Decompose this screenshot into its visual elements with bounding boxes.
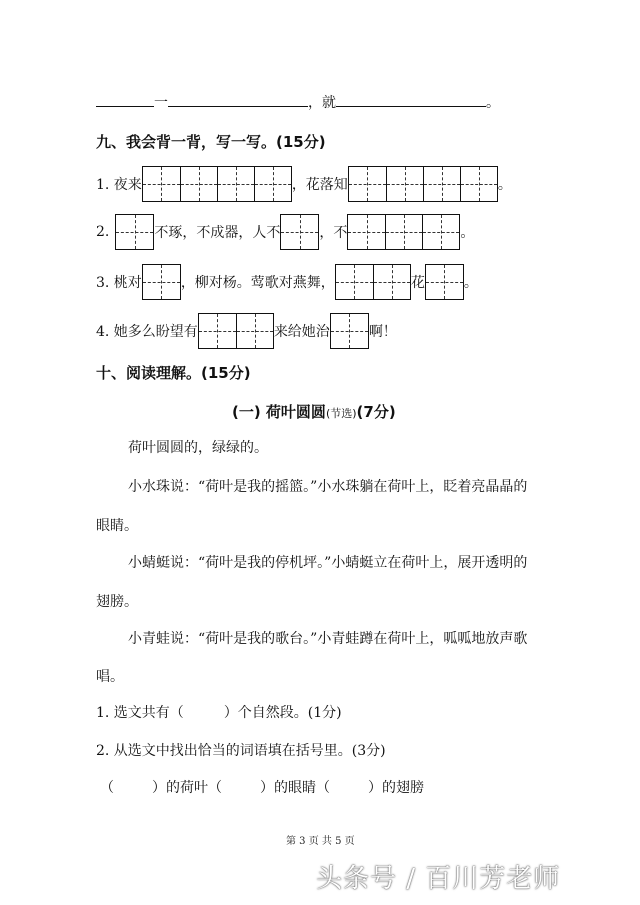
- q-text: 4. 她多么盼望有: [96, 324, 198, 340]
- q-text: 2.: [96, 224, 110, 240]
- blank[interactable]: [336, 92, 486, 107]
- writing-grid-4[interactable]: [142, 166, 292, 202]
- watermark: 头条号 / 百川芳老师: [316, 864, 561, 894]
- section-10-title: 十、阅读理解。(15分): [96, 364, 251, 382]
- q-text: 花: [410, 275, 425, 291]
- q-text: ）个自然段。(1分): [223, 705, 342, 721]
- q-text: ）的眼睛（: [260, 780, 330, 796]
- question-9-2: [96, 214, 474, 250]
- q-text: 。: [460, 225, 475, 241]
- q-text: 啊！: [368, 324, 397, 340]
- blank[interactable]: [96, 92, 154, 107]
- passage-title-text: (一) 荷叶圆圆: [232, 403, 326, 421]
- q-text: （: [100, 780, 114, 796]
- q-text: 来给她治: [273, 324, 330, 340]
- writing-grid-1[interactable]: [330, 313, 369, 349]
- writing-grid-1[interactable]: [142, 264, 181, 300]
- q-text: ，柳对杨。莺歌对燕舞，: [180, 275, 335, 291]
- q-text: 1. 选文共有（: [96, 705, 184, 721]
- passage-paragraph: 小水珠说：“荷叶是我的摇篮。”小水珠躺在荷叶上，眨着亮晶晶的: [128, 479, 528, 495]
- question-9-3: [96, 264, 478, 300]
- fill-text: ，就: [308, 95, 336, 111]
- writing-grid-1[interactable]: [280, 214, 319, 250]
- writing-grid-2[interactable]: [198, 313, 274, 349]
- writing-grid-1[interactable]: [115, 214, 154, 250]
- section-9-title: 九、我会背一背，写一写。(15分): [96, 133, 326, 151]
- fill-text: 。: [486, 95, 500, 111]
- q-text: 不琢，不成器，人不: [154, 225, 281, 241]
- passage-paragraph: 小青蛙说：“荷叶是我的歌台。”小青蛙蹲在荷叶上，呱呱地放声歌: [128, 631, 528, 647]
- passage-score: (7分): [356, 403, 396, 421]
- question-10-2: 2. 从选文中找出恰当的词语填在括号里。(3分): [96, 743, 386, 759]
- question-10-2-answers: [100, 777, 424, 797]
- passage-paragraph: 翅膀。: [96, 594, 138, 610]
- fill-in-line: [96, 92, 500, 112]
- writing-grid-2[interactable]: [335, 264, 411, 300]
- question-9-1: [96, 166, 512, 202]
- q-text: 3. 桃对: [96, 275, 142, 291]
- passage-title: [232, 401, 396, 422]
- passage-paragraph: 荷叶圆圆的，绿绿的。: [128, 440, 268, 456]
- writing-grid-4[interactable]: [348, 166, 498, 202]
- passage-paragraph: 唱。: [96, 669, 124, 685]
- q-text: 1. 夜来: [96, 177, 142, 193]
- passage-note: (节选): [325, 407, 357, 420]
- q-text: 。: [463, 275, 478, 291]
- passage-paragraph: 眼睛。: [96, 518, 138, 534]
- q-text: ，花落知: [291, 177, 348, 193]
- passage-paragraph: 小蜻蜓说：“荷叶是我的停机坪。”小蜻蜓立在荷叶上，展开透明的: [128, 555, 528, 571]
- writing-grid-3[interactable]: [347, 214, 460, 250]
- writing-grid-1[interactable]: [425, 264, 464, 300]
- q-text: ，不: [319, 225, 348, 241]
- q-text: 。: [497, 177, 512, 193]
- question-9-4: [96, 313, 397, 349]
- blank[interactable]: [168, 92, 308, 107]
- question-10-1: [96, 702, 342, 722]
- q-text: ）的荷叶（: [152, 780, 222, 796]
- page-number: 第 3 页 共 5 页: [286, 836, 355, 847]
- q-text: ）的翅膀: [368, 780, 424, 796]
- fill-text: 一: [154, 95, 168, 111]
